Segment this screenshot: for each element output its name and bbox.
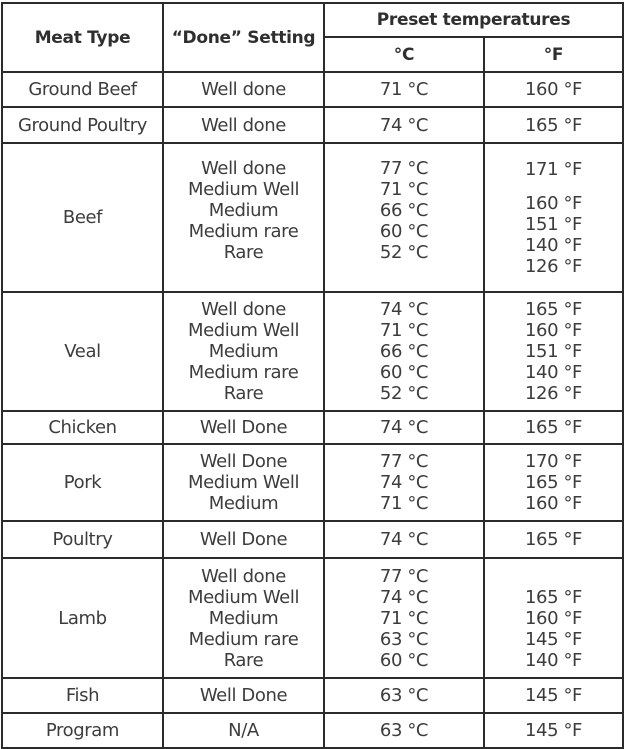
celsius-line: 60 °C xyxy=(379,221,429,242)
fahrenheit-cell: 165 °F xyxy=(484,521,623,558)
done-setting-cell: Well Done xyxy=(163,521,324,558)
setting-line: Well done xyxy=(201,158,286,179)
fahrenheit-cell: 165 °F xyxy=(484,411,623,444)
fahrenheit-line: 160 °F xyxy=(524,192,583,214)
celsius-cell: 74 °C xyxy=(324,107,484,143)
table-row xyxy=(2,678,623,713)
fahrenheit-line: 151 °F xyxy=(524,213,583,235)
meat-type-cell: Chicken xyxy=(2,411,163,444)
setting-line: Medium rare xyxy=(188,628,299,650)
fahrenheit-cell: 165 °F xyxy=(484,107,623,143)
fahrenheit-cell: 145 °F xyxy=(484,678,623,713)
setting-line: Medium xyxy=(208,200,279,221)
setting-line: Medium rare xyxy=(188,221,299,242)
setting-line: Medium xyxy=(208,607,279,629)
table-row xyxy=(2,713,623,748)
setting-line: Medium xyxy=(208,493,279,514)
fahrenheit-line: 126 °F xyxy=(524,383,583,404)
celsius-line: 74 °C xyxy=(379,472,429,493)
celsius-cell: 63 °C xyxy=(324,713,484,748)
table-row xyxy=(2,411,623,444)
setting-line: Medium rare xyxy=(188,362,299,383)
fahrenheit-cell: 160 °F xyxy=(484,72,623,107)
done-setting-cell: Well Done xyxy=(163,678,324,713)
done-setting-cell xyxy=(163,292,324,411)
celsius-line: 66 °C xyxy=(379,200,429,221)
done-setting-cell xyxy=(163,143,324,292)
setting-line: Well done xyxy=(201,299,286,320)
celsius-line: 77 °C xyxy=(379,565,429,587)
setting-line: Well Done xyxy=(199,451,288,472)
celsius-cell xyxy=(324,444,484,521)
table-row xyxy=(2,143,623,292)
header-fahrenheit: °F xyxy=(484,37,623,72)
meat-type-cell: Beef xyxy=(2,143,163,292)
header-done-setting: “Done” Setting xyxy=(163,3,324,72)
fahrenheit-line: 126 °F xyxy=(524,255,583,277)
celsius-line: 52 °C xyxy=(379,242,429,263)
setting-line: Medium Well xyxy=(187,586,300,608)
setting-line: Medium Well xyxy=(187,179,300,200)
celsius-line: 66 °C xyxy=(379,341,429,362)
table-row xyxy=(2,521,623,558)
fahrenheit-line: 160 °F xyxy=(524,493,583,514)
table-row xyxy=(2,444,623,521)
table-row xyxy=(2,558,623,678)
setting-line: Medium Well xyxy=(187,320,300,341)
fahrenheit-cell: 145 °F xyxy=(484,713,623,748)
meat-type-cell: Ground Beef xyxy=(2,72,163,107)
fahrenheit-line: 160 °F xyxy=(524,607,583,629)
celsius-cell: 74 °C xyxy=(324,521,484,558)
setting-line: Medium Well xyxy=(187,472,300,493)
table-row xyxy=(2,292,623,411)
fahrenheit-line: 140 °F xyxy=(524,362,583,383)
fahrenheit-line: 151 °F xyxy=(524,341,583,362)
meat-temperature-table xyxy=(1,2,624,749)
fahrenheit-cell xyxy=(484,292,623,411)
table-row xyxy=(2,107,623,143)
fahrenheit-cell xyxy=(484,444,623,521)
fahrenheit-cell xyxy=(484,143,623,292)
celsius-cell: 63 °C xyxy=(324,678,484,713)
done-setting-cell: Well done xyxy=(163,72,324,107)
meat-type-cell: Poultry xyxy=(2,521,163,558)
meat-type-cell: Veal xyxy=(2,292,163,411)
setting-line: Rare xyxy=(223,242,264,263)
celsius-cell xyxy=(324,558,484,678)
fahrenheit-line: 140 °F xyxy=(524,649,583,671)
fahrenheit-line: 165 °F xyxy=(524,472,583,493)
celsius-line: 74 °C xyxy=(379,299,429,320)
celsius-line: 77 °C xyxy=(379,451,429,472)
celsius-line: 71 °C xyxy=(379,607,429,629)
celsius-line: 60 °C xyxy=(379,649,429,671)
table-row xyxy=(2,72,623,107)
celsius-line: 63 °C xyxy=(379,628,429,650)
fahrenheit-line: 145 °F xyxy=(524,628,583,650)
celsius-line: 71 °C xyxy=(379,493,429,514)
fahrenheit-line: 140 °F xyxy=(524,234,583,256)
done-setting-cell: Well Done xyxy=(163,411,324,444)
done-setting-cell: N/A xyxy=(163,713,324,748)
fahrenheit-line: 171 °F xyxy=(524,158,583,180)
celsius-line: 74 °C xyxy=(379,586,429,608)
fahrenheit-line: 170 °F xyxy=(524,451,583,472)
fahrenheit-line: 165 °F xyxy=(524,586,583,608)
setting-line: Rare xyxy=(223,383,264,404)
done-setting-cell: Well done xyxy=(163,107,324,143)
setting-line: Rare xyxy=(223,649,264,671)
celsius-cell: 74 °C xyxy=(324,411,484,444)
setting-line: Medium xyxy=(208,341,279,362)
celsius-line: 60 °C xyxy=(379,362,429,383)
fahrenheit-line: 160 °F xyxy=(524,320,583,341)
header-meat-type: Meat Type xyxy=(2,3,163,72)
celsius-line: 52 °C xyxy=(379,383,429,404)
done-setting-cell xyxy=(163,558,324,678)
meat-type-cell: Lamb xyxy=(2,558,163,678)
celsius-cell xyxy=(324,143,484,292)
celsius-cell: 71 °C xyxy=(324,72,484,107)
celsius-line: 71 °C xyxy=(379,320,429,341)
done-setting-cell xyxy=(163,444,324,521)
meat-type-cell: Program xyxy=(2,713,163,748)
celsius-line: 77 °C xyxy=(379,158,429,179)
meat-type-cell: Pork xyxy=(2,444,163,521)
meat-type-cell: Ground Poultry xyxy=(2,107,163,143)
fahrenheit-cell xyxy=(484,558,623,678)
celsius-line: 71 °C xyxy=(379,179,429,200)
celsius-cell xyxy=(324,292,484,411)
header-preset-temperatures: Preset temperatures xyxy=(324,3,623,37)
fahrenheit-line: 165 °F xyxy=(524,299,583,320)
header-celsius: °C xyxy=(324,37,484,72)
setting-line: Well done xyxy=(201,565,286,587)
meat-type-cell: Fish xyxy=(2,678,163,713)
